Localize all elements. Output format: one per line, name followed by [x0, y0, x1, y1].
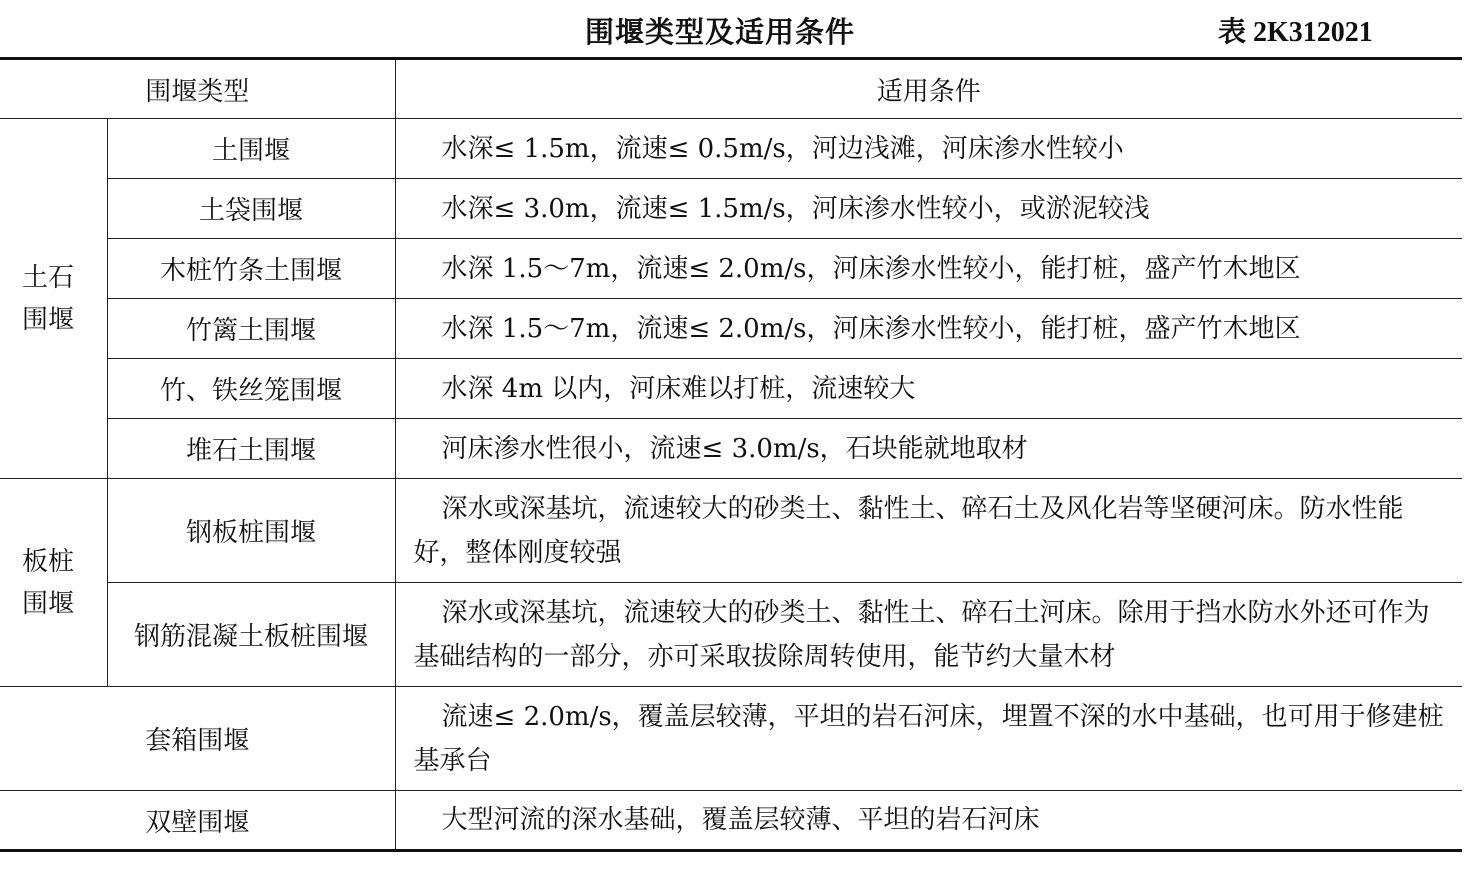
type-cell: 套箱围堰 [0, 687, 395, 791]
table-row [0, 479, 1462, 583]
type-cell: 土围堰 [107, 119, 395, 179]
table-row [0, 239, 1462, 299]
condition-cell: 水深 4m 以内，河床难以打桩，流速较大 [395, 359, 1462, 419]
table-row [0, 419, 1462, 479]
table-row [0, 179, 1462, 239]
condition-cell: 水深 1.5～7m，流速≤ 2.0m/s，河床渗水性较小，能打桩，盛产竹木地区 [395, 239, 1462, 299]
condition-cell: 大型河流的深水基础，覆盖层较薄、平坦的岩石河床 [395, 791, 1462, 851]
table-title: 围堰类型及适用条件 [585, 15, 856, 49]
header-row [0, 59, 1462, 119]
type-cell: 竹、铁丝笼围堰 [107, 359, 395, 419]
table-row [0, 299, 1462, 359]
table-number: 表 2K312021 [1218, 17, 1373, 48]
type-cell: 堆石土围堰 [107, 419, 395, 479]
type-cell: 钢板桩围堰 [107, 479, 395, 583]
type-cell: 双壁围堰 [0, 791, 395, 851]
header-condition: 适用条件 [395, 59, 1462, 119]
type-cell: 土袋围堰 [107, 179, 395, 239]
condition-cell: 流速≤ 2.0m/s，覆盖层较薄，平坦的岩石河床，埋置不深的水中基础，也可用于修建桩基承台 [395, 687, 1462, 791]
type-cell: 木桩竹条土围堰 [107, 239, 395, 299]
condition-cell: 深水或深基坑，流速较大的砂类土、黏性土、碎石土河床。除用于挡水防水外还可作为基础结构的一部分，亦可采取拔除周转使用，能节约大量木材 [395, 583, 1462, 687]
type-cell: 钢筋混凝土板桩围堰 [107, 583, 395, 687]
table-row [0, 359, 1462, 419]
condition-cell: 水深≤ 1.5m，流速≤ 0.5m/s，河边浅滩，河床渗水性较小 [395, 119, 1462, 179]
table-row [0, 119, 1462, 179]
table-row [0, 687, 1462, 791]
condition-cell: 水深≤ 3.0m，流速≤ 1.5m/s，河床渗水性较小，或淤泥较浅 [395, 179, 1462, 239]
condition-cell: 深水或深基坑，流速较大的砂类土、黏性土、碎石土及风化岩等坚硬河床。防水性能好，整体刚度较强 [395, 479, 1462, 583]
group-earth-stone: 土石 围堰 [0, 119, 107, 479]
condition-cell: 水深 1.5～7m，流速≤ 2.0m/s，河床渗水性较小，能打桩，盛产竹木地区 [395, 299, 1462, 359]
group-sheet-pile: 板桩 围堰 [0, 479, 107, 687]
table-caption [0, 4, 1472, 48]
table-row [0, 791, 1462, 851]
type-cell: 竹篱土围堰 [107, 299, 395, 359]
condition-cell: 河床渗水性很小，流速≤ 3.0m/s，石块能就地取材 [395, 419, 1462, 479]
table-row [0, 583, 1462, 687]
header-type: 围堰类型 [0, 59, 395, 119]
cofferdam-table [0, 57, 1462, 852]
